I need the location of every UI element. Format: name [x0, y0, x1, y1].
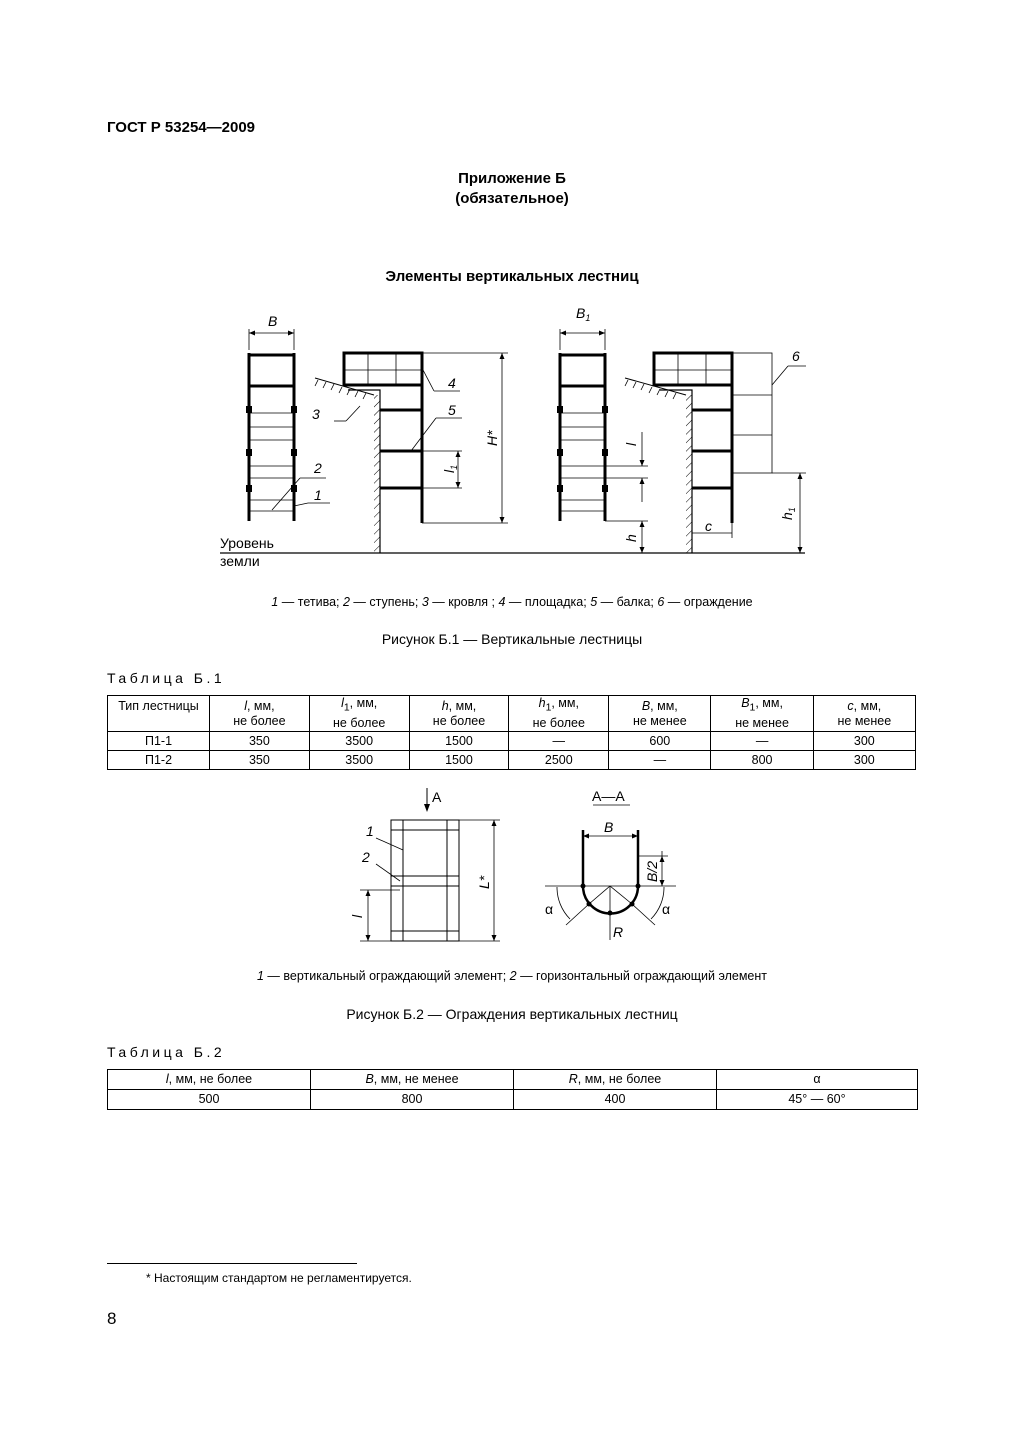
- label-fence-l: l: [349, 914, 365, 918]
- label-fence-R: R: [613, 924, 624, 940]
- label-ground-1: Уровень: [220, 535, 274, 551]
- figure2-drawing: [0, 780, 1024, 950]
- table1-header-cell: l, мм, не более: [210, 696, 310, 732]
- table-cell: 350: [210, 732, 310, 751]
- label-2: 2: [314, 460, 322, 476]
- figure2-caption: Рисунок Б.2 — Ограждения вертикальных лестниц: [346, 1006, 678, 1022]
- table-row: [108, 751, 916, 770]
- table2: [107, 1069, 918, 1110]
- figure2-legend: 1 — вертикальный ограждающий элемент; 2 — горизонтальный ограждающий элемент: [256, 969, 767, 983]
- label-l1: $l_1$: [441, 464, 459, 473]
- label-6: 6: [792, 348, 800, 364]
- table-cell: —: [609, 751, 711, 770]
- standard-designation: ГОСТ Р 53254—2009: [107, 119, 256, 136]
- label-H: H*: [484, 430, 500, 446]
- label-ground-2: земли: [220, 553, 260, 569]
- table1-header-cell: c, мм, не менее: [813, 696, 915, 732]
- label-fence-B: B: [604, 819, 614, 835]
- table1-header-cell: B, мм, не менее: [609, 696, 711, 732]
- table1-title: Таблица Б.1: [107, 670, 226, 686]
- table-cell: 300: [813, 732, 915, 751]
- figure1-heading: Элементы вертикальных лестниц: [385, 268, 639, 285]
- table-cell: 1500: [409, 732, 509, 751]
- label-h1: $h_1$: [779, 507, 797, 520]
- table-cell: 400: [514, 1090, 717, 1110]
- figure1-legend: 1 — тетива; 2 — ступень; 3 — кровля ; 4 — площадка; 5 — балка; 6 — ограждение: [271, 595, 753, 609]
- table1-header-cell: $l_1$, мм, не более: [309, 696, 409, 732]
- table-cell: —: [509, 732, 609, 751]
- table2-title: Таблица Б.2: [107, 1044, 226, 1060]
- table-cell: 600: [609, 732, 711, 751]
- label-5: 5: [448, 402, 456, 418]
- table2-header-cell: R, мм, не более: [514, 1070, 717, 1090]
- table1-header-type: Тип лестницы: [108, 696, 210, 732]
- figure1-caption: Рисунок Б.1 — Вертикальные лестницы: [381, 631, 643, 647]
- table-row: [108, 732, 916, 751]
- table-row: [108, 1090, 918, 1110]
- table-cell: —: [711, 732, 813, 751]
- label-arrow-A: A: [432, 789, 442, 805]
- figure1-drawing: [0, 300, 1024, 575]
- table2-header-row: [108, 1070, 918, 1090]
- table-cell: П1-1: [108, 732, 210, 751]
- label-alpha-left: α: [545, 901, 554, 917]
- label-fence-2: 2: [362, 849, 370, 865]
- table2-header-cell: α: [717, 1070, 918, 1090]
- label-l: l: [623, 442, 639, 446]
- appendix-name: Приложение Б: [458, 170, 566, 187]
- table-cell: 800: [711, 751, 813, 770]
- table-cell: 500: [108, 1090, 311, 1110]
- table2-header-cell: B, мм, не менее: [311, 1070, 514, 1090]
- table1-header-cell: h, мм, не более: [409, 696, 509, 732]
- ladder-2: [557, 329, 648, 553]
- footnote: * Настоящим стандартом не регламентируется.: [146, 1271, 412, 1285]
- label-c: c: [705, 518, 712, 534]
- table-cell: 2500: [509, 751, 609, 770]
- label-fence-L: L*: [476, 875, 492, 889]
- label-B: B: [268, 313, 278, 329]
- label-alpha-right: α: [662, 901, 671, 917]
- label-fence-B2: B/2: [644, 860, 660, 882]
- label-4: 4: [448, 375, 456, 391]
- table1-header-cell: $B_1$, мм, не менее: [711, 696, 813, 732]
- table-cell: 350: [210, 751, 310, 770]
- table-cell: 800: [311, 1090, 514, 1110]
- table-cell: 3500: [309, 732, 409, 751]
- table-cell: 300: [813, 751, 915, 770]
- building-2: [625, 353, 806, 553]
- table-cell: 1500: [409, 751, 509, 770]
- appendix-status: (обязательное): [455, 190, 569, 207]
- table-cell: 3500: [309, 751, 409, 770]
- label-fence-1: 1: [366, 823, 374, 839]
- label-section: A—A: [592, 788, 625, 804]
- page-number: 8: [107, 1309, 117, 1328]
- table2-header-cell: l, мм, не более: [108, 1070, 311, 1090]
- label-1: 1: [314, 487, 322, 503]
- table1-header-cell: $h_1$, мм, не более: [509, 696, 609, 732]
- label-h: h: [623, 534, 639, 542]
- table-cell: П1-2: [108, 751, 210, 770]
- table-cell: 45° — 60°: [717, 1090, 918, 1110]
- building-1: [315, 353, 508, 553]
- footnote-separator: [107, 1263, 357, 1264]
- label-3: 3: [312, 406, 320, 422]
- table1: [107, 695, 916, 770]
- appendix-title: [0, 169, 1024, 209]
- table1-header-row: [108, 696, 916, 732]
- label-B1: $B_1$: [576, 305, 591, 323]
